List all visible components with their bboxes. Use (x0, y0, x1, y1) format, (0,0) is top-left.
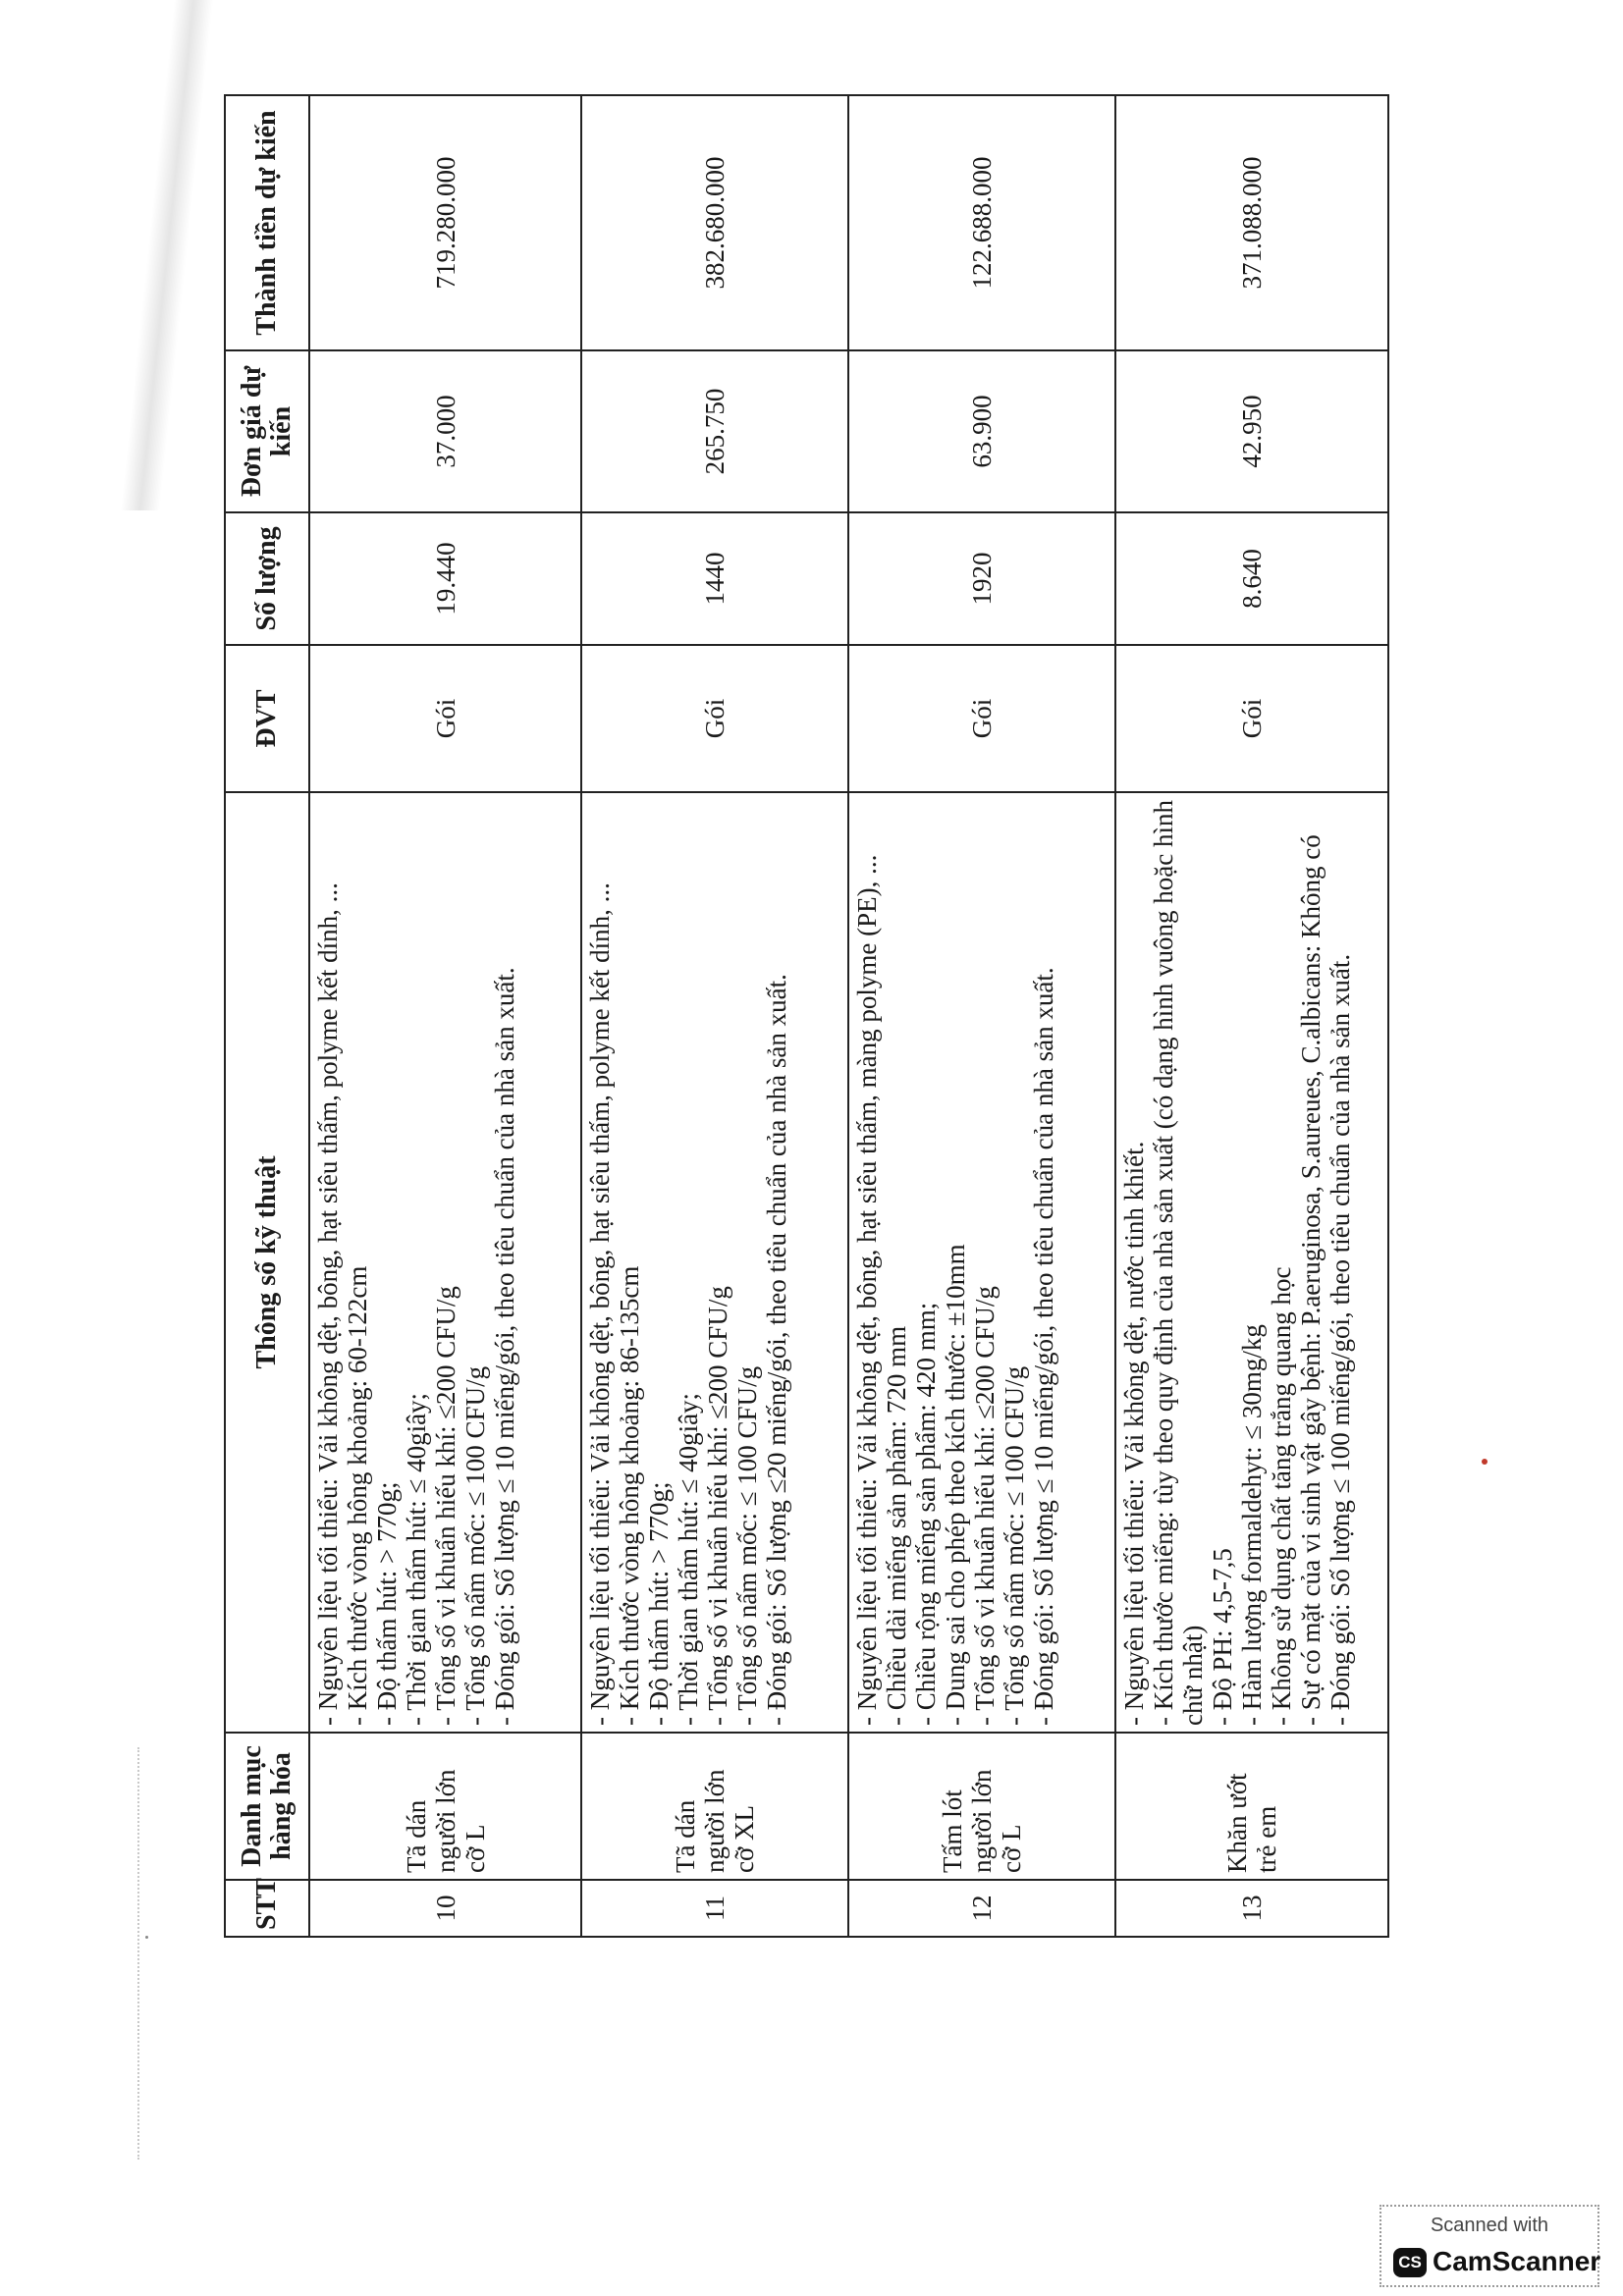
spec-line: - Độ thấm hút: > 770g; (372, 1481, 402, 1726)
row-stt: 10 (309, 1880, 581, 1937)
spec-line: - Tổng số vi khuẩn hiếu khí: ≤200 CFU/g (431, 1286, 460, 1726)
row-technical-specs (848, 792, 1115, 1733)
row-technical-specs (581, 792, 848, 1733)
spec-line: - Thời gian thấm hút: ≤ 40giây; (674, 1392, 703, 1726)
procurement-spec-table (224, 94, 1389, 1938)
row-total: 382.680.000 (581, 95, 848, 350)
row-item-name: Tấm lót người lớn cỡ L (848, 1733, 1115, 1880)
row-unit-price: 265.750 (581, 350, 848, 512)
spec-line: - Chiều dài miếng sản phẩm: 720 mm (882, 1325, 911, 1726)
spec-line: - Nguyên liệu tối thiểu: Vải không dệt, bông, hạt siêu thấm, màng polyme (PE), ... (852, 854, 882, 1726)
spec-line: - Sự có mặt của vi sinh vật gây bệnh: P.aeruginosa, S.aureues, C.albicans: Không có (1296, 834, 1325, 1726)
spec-line: - Hàm lượng formaldehyt: ≤ 30mg/kg (1237, 1324, 1267, 1726)
scan-fold-shadow (121, 0, 214, 510)
spec-line: - Không sử dụng chất tăng trắng quang học (1267, 1266, 1296, 1726)
spec-line: - Kích thước vòng hông khoảng: 60-122cm (343, 1265, 372, 1726)
spec-line: - Tổng số nấm mốc: ≤ 100 CFU/g (460, 1365, 490, 1726)
spec-line: - Tổng số vi khuẩn hiếu khí: ≤200 CFU/g (703, 1286, 732, 1726)
row-unit: Gói (848, 645, 1115, 792)
scan-edge-line (137, 1747, 141, 2160)
spec-line: - Nguyên liệu tối thiểu: Vải không dệt, bông, hạt siêu thấm, polyme kết dính, ... (313, 882, 343, 1726)
table-row (581, 95, 848, 1937)
row-stt: 13 (1115, 1880, 1388, 1937)
row-item-name: Tã dán người lớn cỡ XL (581, 1733, 848, 1880)
row-item-name: Tã dán người lớn cỡ L (309, 1733, 581, 1880)
spec-line: - Đóng gói: Số lượng ≤20 miếng/gói, theo tiêu chuẩn của nhà sản xuất. (762, 974, 791, 1726)
scan-speck (145, 1936, 148, 1939)
row-total: 122.688.000 (848, 95, 1115, 350)
table-header-row (225, 95, 309, 1937)
spec-line: - Kích thước vòng hông khoảng: 86-135cm (615, 1265, 644, 1726)
row-quantity: 1920 (848, 512, 1115, 645)
header-unit: ĐVT (225, 645, 309, 792)
row-technical-specs (309, 792, 581, 1733)
row-stt: 12 (848, 1880, 1115, 1937)
header-stt: STT (225, 1880, 309, 1937)
row-total: 371.088.000 (1115, 95, 1388, 350)
row-technical-specs (1115, 792, 1388, 1733)
camscanner-logo-icon: CS (1393, 2248, 1427, 2277)
row-unit: Gói (309, 645, 581, 792)
row-quantity: 1440 (581, 512, 848, 645)
spec-line: - Tổng số nấm mốc: ≤ 100 CFU/g (1000, 1365, 1029, 1726)
spec-line: - Dung sai cho phép theo kích thước: ±10mm (941, 1244, 970, 1726)
spec-line: - Đóng gói: Số lượng ≤ 100 miếng/gói, theo tiêu chuẩn của nhà sản xuất. (1325, 953, 1355, 1726)
row-quantity: 19.440 (309, 512, 581, 645)
spec-line: - Đóng gói: Số lượng ≤ 10 miếng/gói, theo tiêu chuẩn của nhà sản xuất. (1029, 967, 1058, 1726)
table-row (1115, 95, 1388, 1937)
row-unit-price: 63.900 (848, 350, 1115, 512)
spec-line: - Thời gian thấm hút: ≤ 40giây; (402, 1392, 431, 1726)
header-total: Thành tiền dự kiến (225, 95, 309, 350)
header-quantity: Số lượng (225, 512, 309, 645)
spec-line: - Độ PH: 4,5-7,5 (1208, 1548, 1237, 1726)
table-row (848, 95, 1115, 1937)
spec-line: - Kích thước miếng: tùy theo quy định của nhà sản xuất (có dạng hình vuông hoặc hình chữ nhật) (1149, 800, 1208, 1726)
row-unit-price: 37.000 (309, 350, 581, 512)
header-item-name: Danh mục hàng hóa (225, 1733, 309, 1880)
spec-line: - Độ thấm hút: > 770g; (644, 1481, 674, 1726)
table-row (309, 95, 581, 1937)
watermark-caption: Scanned with (1430, 2215, 1549, 2236)
row-unit: Gói (1115, 645, 1388, 792)
spec-line: - Tổng số vi khuẩn hiếu khí: ≤200 CFU/g (970, 1286, 1000, 1726)
row-unit-price: 42.950 (1115, 350, 1388, 512)
spec-line: - Nguyên liệu tối thiểu: Vải không dệt, nước tinh khiết. (1119, 1141, 1149, 1726)
header-technical-specs: Thông số kỹ thuật (225, 792, 309, 1733)
rotated-page-content (224, 96, 1387, 1938)
ink-dot (1482, 1459, 1488, 1465)
camscanner-watermark (1380, 2205, 1599, 2287)
spec-line: - Chiều rộng miếng sản phẩm: 420 mm; (911, 1302, 941, 1726)
row-item-name: Khăn ướt trẻ em (1115, 1733, 1388, 1880)
row-stt: 11 (581, 1880, 848, 1937)
spec-line: - Đóng gói: Số lượng ≤ 10 miếng/gói, theo tiêu chuẩn của nhà sản xuất. (490, 967, 519, 1726)
spec-line: - Tổng số nấm mốc: ≤ 100 CFU/g (732, 1365, 762, 1726)
watermark-brand: CamScanner (1433, 2246, 1601, 2276)
spec-line: - Nguyên liệu tối thiểu: Vải không dệt, bông, hạt siêu thấm, polyme kết dính, ... (585, 882, 615, 1726)
header-unit-price: Đơn giá dự kiến (225, 350, 309, 512)
row-quantity: 8.640 (1115, 512, 1388, 645)
row-total: 719.280.000 (309, 95, 581, 350)
row-unit: Gói (581, 645, 848, 792)
